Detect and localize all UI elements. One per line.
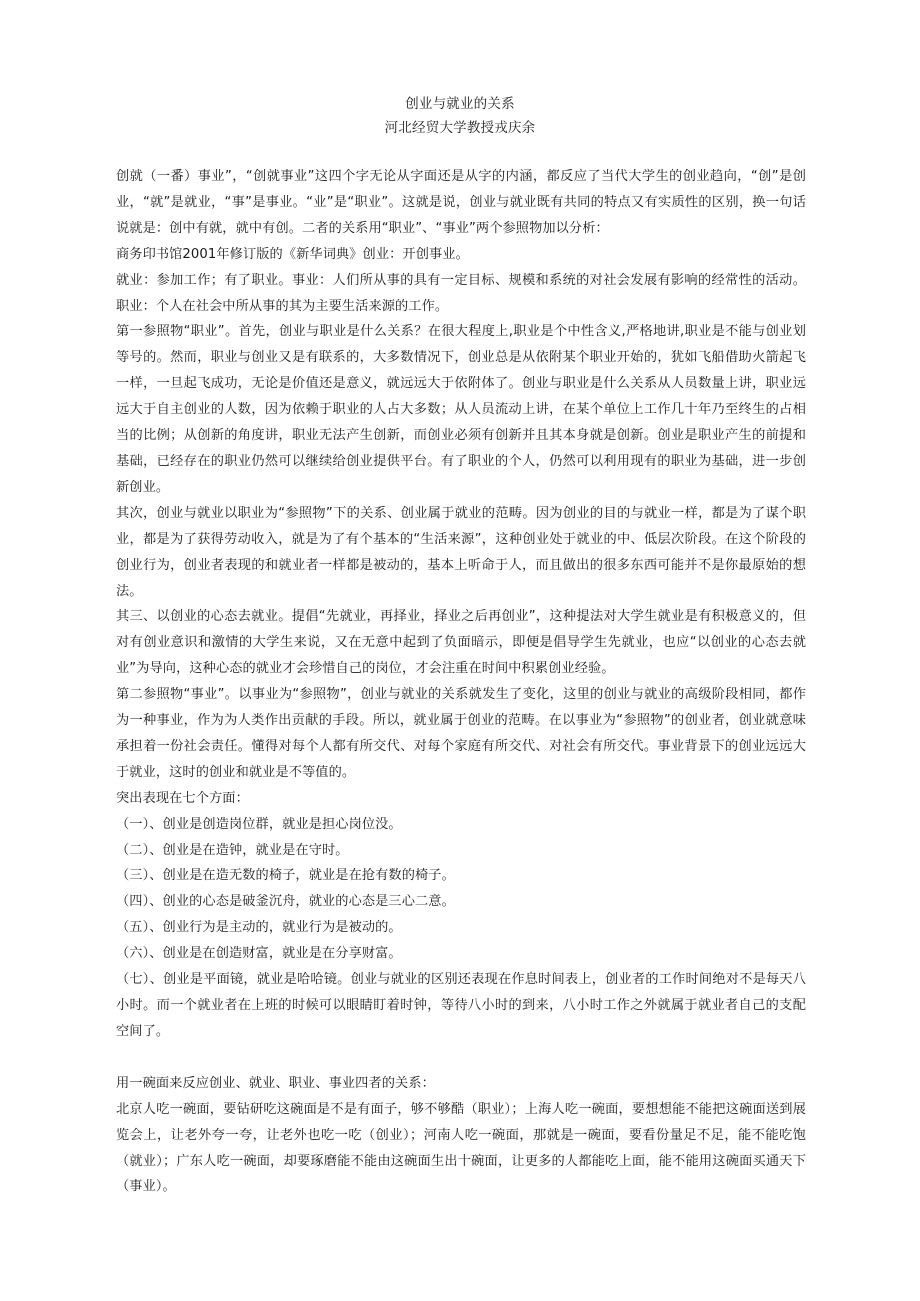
title-block <box>0 92 920 140</box>
list-item: （四）、创业的心态是破釜沉舟，就业的心态是三心二意。 <box>116 894 455 910</box>
paragraph-noodle-analogy: 北京人吃一碗面，要钻研吃这碗面是不是有面子，够不够酷（职业）；上海人吃一碗面，要想想能不能把这碗面送到展览会上，让老外夸一夸，让老外也吃一吃（创业）；河南人吃一碗面，那就是一碗面，要看份量足不足，能不能吃饱（就业）；广东人吃一碗面，却要琢磨能不能由这碗面生出十碗面，让更多的人都能吃上面，能不能用这碗面买通天下（事业）。 <box>116 1101 806 1195</box>
paragraph-second-reference: 第二参照物“事业”。以事业为“参照物”，创业与就业的关系就发生了变化，这里的创业与就业的高级阶段相同，都作为一种事业，作为为人类作出贡献的手段。所以，就业属于创业的范畴。在以事业为“参照物”的创业者，创业就意味承担着一份社会责任。懂得对每个人都有所交代、对每个家庭有所交代、对社会有所交代。事业背景下的创业远远大于就业，这时的创业和就业是不等值的。 <box>116 687 806 780</box>
document-author: 河北经贸大学教授戎庆余 <box>384 120 536 136</box>
document-title: 创业与就业的关系 <box>405 96 515 112</box>
paragraph-seven-aspects-heading: 突出表现在七个方面： <box>116 790 249 806</box>
paragraph-third-point: 其三、以创业的心态去就业。提倡“先就业，再择业，择业之后再创业”，这种提法对大学生就业是有积极意义的，但对有创业意识和激情的大学生来说，又在无意中起到了负面暗示，即便是倡导学生先就业，也应“以创业的心态去就业”为导向，这种心态的就业才会珍惜自己的岗位，才会注重在时间中积累创业经验。 <box>116 609 806 677</box>
list-item: （五）、创业行为是主动的，就业行为是被动的。 <box>116 920 402 936</box>
paragraph-noodle-heading: 用一碗面来反应创业、就业、职业、事业四者的关系： <box>116 1075 435 1091</box>
document-body <box>116 164 806 1200</box>
paragraph-definitions: 就业：参加工作；有了职业。事业：人们所从事的具有一定目标、规模和系统的对社会发展有影响的经常性的活动。职业：个人在社会中所从事的其为主要生活来源的工作。 <box>116 272 806 314</box>
list-item: （二）、创业是在造钟，就业是在守时。 <box>116 842 349 858</box>
list-item: （三）、创业是在造无数的椅子，就业是在抢有数的椅子。 <box>116 868 455 884</box>
paragraph-second-point: 其次，创业与就业以职业为“参照物”下的关系、创业属于就业的范畴。因为创业的目的与就业一样，都是为了谋个职业，都是为了获得劳动收入，就是为了有个基本的“生活来源”，这种创业处于就业的中、低层次阶段。在这个阶段的创业行为，创业者表现的和就业者一样都是被动的，基本上听命于人，而且做出的很多东西可能并不是你最原始的想法。 <box>116 505 806 599</box>
list-item: （一）、创业是创造岗位群，就业是担心岗位没。 <box>116 816 402 832</box>
paragraph-gap <box>116 1045 806 1071</box>
paragraph-intro: 创就（一番）事业”，“创就事业”这四个字无论从字面还是从字的内涵，都反应了当代大学生的创业趋向，“创”是创业，“就”是就业，“事”是事业。“业”是“职业”。这就是说，创业与就业既有共同的特点又有实质性的区别，换一句话说就是：创中有就，就中有创。二者的关系用“职业”、“事业”两个参照物加以分析： <box>116 169 806 236</box>
paragraph-first-reference: 第一参照物“职业”。首先，创业与职业是什么关系？在很大程度上,职业是个中性含义,严格地讲,职业是不能与创业划等号的。然而，职业与创业又是有联系的，大多数情况下，创业总是从依附某个职业开始的，犹如飞船借助火箭起飞一样，一旦起飞成功，无论是价值还是意义，就远远大于依附体了。创业与职业是什么关系从人员数量上讲，职业远远大于自主创业的人数，因为依赖于职业的人占大多数；从人员流动上讲，在某个单位上工作几十年乃至终生的占相当的比例；从创新的角度讲，职业无法产生创新，而创业必须有创新并且其本身就是创新。创业是职业产生的前提和基础，已经存在的职业仍然可以继续给创业提供平台。有了职业的个人，仍然可以利用现有的职业为基础，进一步创新创业。 <box>116 324 806 495</box>
list-item: （七）、创业是平面镜，就业是哈哈镜。创业与就业的区别还表现在作息时间表上，创业者的工作时间绝对不是每天八小时。而一个就业者在上班的时候可以眼睛盯着时钟，等待八小时的到来，八小时工作之外就属于就业者自己的支配空间了。 <box>116 972 806 1039</box>
paragraph-dictionary: 商务印书馆2001年修订版的《新华词典》创业：开创事业。 <box>116 246 469 262</box>
list-item: （六）、创业是在创造财富，就业是在分享财富。 <box>116 946 402 962</box>
